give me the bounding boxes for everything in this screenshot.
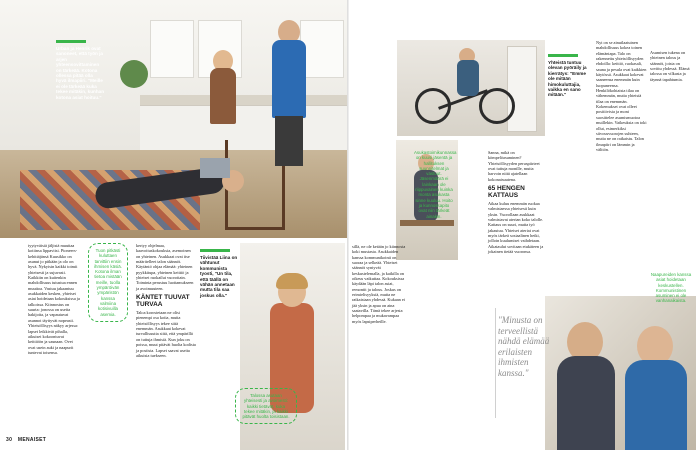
- page-gutter: [347, 0, 349, 450]
- woman-photo-caption: Tiivistää Liina on vähtunut kommunista tyosti, "Un tila, että täällä on vähän annetaan mutta tila saa joskus olla.": [200, 255, 238, 298]
- caption-marker: [200, 249, 230, 252]
- body-text: Aikaa kuluu enemmän ruokaa valmistaessa yhteisesti kuin yksin. Vuorollaan asukkaat valmistavat aterian koko talolle. Kattaus on suuri, mutta työ jakautuu. Yhteiset ateriat ovat myös tärkeä sosiaalinen hetki, jolloin kuulumiset vaihdetaan. Aikataulut sovitaan etukäteen ja jokainen tietää vuoronsa.: [488, 201, 544, 255]
- text-column: [488, 150, 544, 450]
- caption-marker: [548, 54, 578, 57]
- green-callout: Talossa asutaan yhteisesti ja avoimesti: kaikki tietävät, kuka tekee mitäkin, ja kaikki pitävät huolta toisistaan.: [235, 388, 297, 424]
- section-heading: 65 HENGEN KATTAUS: [488, 185, 525, 200]
- body-text: Taloa korostetaan ne olisi pienempi osa kotia, mutta yhteisöllisyys tekee siitä enemmän. Asukkaat kokevat turvallisuutta siitä, että ympärillä on tuttuja ihmisiä. Kun joku on poissa, muut pitävät huolta kodista ja postista. Lapset saavat useita aikuisia tuekseen.: [136, 310, 196, 358]
- text-column: [28, 243, 80, 441]
- text-column: [136, 243, 196, 441]
- pull-quote: "Minusta on terveellistä nähdä elämää erilaisten ihmisten kanssa.": [498, 315, 550, 378]
- page-number: 30: [6, 437, 13, 443]
- body-text: Sanna, mikä on kömpelöasuminen? Yhteisöllisyyden peruspiirteet ovat tuttuja monille, mutta harvoin niitä ajatellaan kokonaisuutena.: [488, 150, 540, 182]
- section-heading: KÄNTET TUUVAT TURVAA: [136, 294, 190, 309]
- pull-quote-rule: [495, 308, 496, 418]
- body-text: Nyt on se ainutlaatuinen mahdollisuus kokea toinen elämäntapa. Talo on rakennettu yhteisöllisyyden ehdoilla: keittiö, ruokasali, sauna ja pesula ovat kaikkien käytössä. Asukkaat kokevat saaneensa enemmän kuin luopuneensa. Henkilökohtaista tilaa on vähemmän, mutta yhteistä tilaa on enemmän. Kokemukset ovat olleet positiivisia ja moni suosittelee asumismuotoa muillekin. Vaikeuksia on toki ollut, esimerkiksi siivousvuorojen suhteen, mutta ne on ratkaistu. Talon ilmapiiri on lämmin ja välitön.: [596, 40, 647, 152]
- main-photo-caption: Urban ja Henrik ovat sanoneet, että työn ja arjen yhteensovittaminen on tärkeää. Kotona ollessa pitää olla hyvä ilmapiiri. "Meille ei ole tärkeää kuka tekee mitäkin, kunhan kotona asiat hoituu.": [56, 46, 104, 100]
- page-footer: [6, 437, 46, 443]
- magazine-name: MENAISET: [17, 437, 47, 443]
- bike-photo-caption: Yhteistä tuntuu olevan pyöräily ja kierrätys: "Emme ole mitään himokuluttajia, vaikka en sano mitään.": [548, 60, 587, 98]
- text-column: [650, 50, 690, 84]
- green-callout: Asukastoimikunnassa on kuusi jäsentä ja hallituksen suunnitelmat ja vastuut. Jäsenmäärä ei lainkaan ole riippuvainen kuinka monta asukasta sinne kuuluu. Hoito ja kunnossapito ovat niin tärkeät ainakin.: [414, 150, 457, 219]
- green-callout: Naapureiden kanssa asiat hoidetaan keskustellen. Kommunistinen asuminen ei ole vanhanaikaista.: [650, 272, 692, 304]
- text-column: [352, 244, 406, 440]
- portrait-photo: [545, 296, 696, 450]
- body-text: sillä, ne ole ketään jo kiinnosta koki mustasta. Asukkaiden kanssa kommunikointi on suoraa ja selkeää. Yhteiset säännöt syntyvät keskustelemalla, ja kaikilla on oikeus vaikuttaa. Kokouksissa käydään läpi talon asiat, remontit ja talous. Joskus on erimielisyyksiä, mutta ne ratkaistaan yhdessä. Kukaan ei jää yksin ja apua on aina saatavilla. Tämä tekee arjesta helpompaa ja mukavampaa myös lapsiperheille.: [352, 244, 406, 324]
- kitchen-photo: [0, 0, 347, 238]
- caption-marker: [56, 40, 86, 43]
- body-text: tyytyväisiä jäljistä muuttaa kotiinsa lippaviisi. Pioneers-kehittäjänsä Kuusikko on asunut jo pitkään ja olo on hyvä. Nykyisin kaikki toimii yhteisesti ja sujuvasti. Kaikkiin on kuitenkin mahdollisuus tutustua ennen muuttoa. Vastuu jakaantuu asukkaiden kesken, yhteiset asiat hoidetaan kokouksissa ja talkoissa. Kiinnostus on suurta: jonossa on useita hakijoita, ja vapautuvat asunnot täyttyvät nopeasti. Yhteisöllisyys näkyy arjessa: lapset leikkivät pihalla, aikuiset kokoontuvat keittiöön ja saunaan. Ovet ovat usein auki ja naapurit tuntevat toisensa.: [28, 243, 80, 355]
- bike-photo: [397, 40, 545, 136]
- green-callout: Tuon pitkästi kuluttaen tarvittiin ensin ihmisen käsiä. Kotona ilman tietoa mistään meille, tuolla ympäröivän ympäristön kanssa valmiina kotisivuilla asemia.: [88, 243, 128, 322]
- text-column: [596, 40, 648, 290]
- body-text: kertyy ohjelmaa, kaavoituskokouksia, asemoinen on yhteinen. Asukkaat ovat itse määritelleet talon säännöt. Käytäntö ohjaa elämää: yhteinen pyykkitupa, yhteinen keittiö ja yhteiset ruokailut vuorottain. Toiminta perustuu luottamukseen ja avoimuuteen.: [136, 243, 194, 291]
- body-text: Asumisen tukena on yhteinen talous ja säännöt, joista on sovittu yhdessä. Elämä talossa on vilkasta ja täynnä tapahtumia.: [650, 50, 690, 82]
